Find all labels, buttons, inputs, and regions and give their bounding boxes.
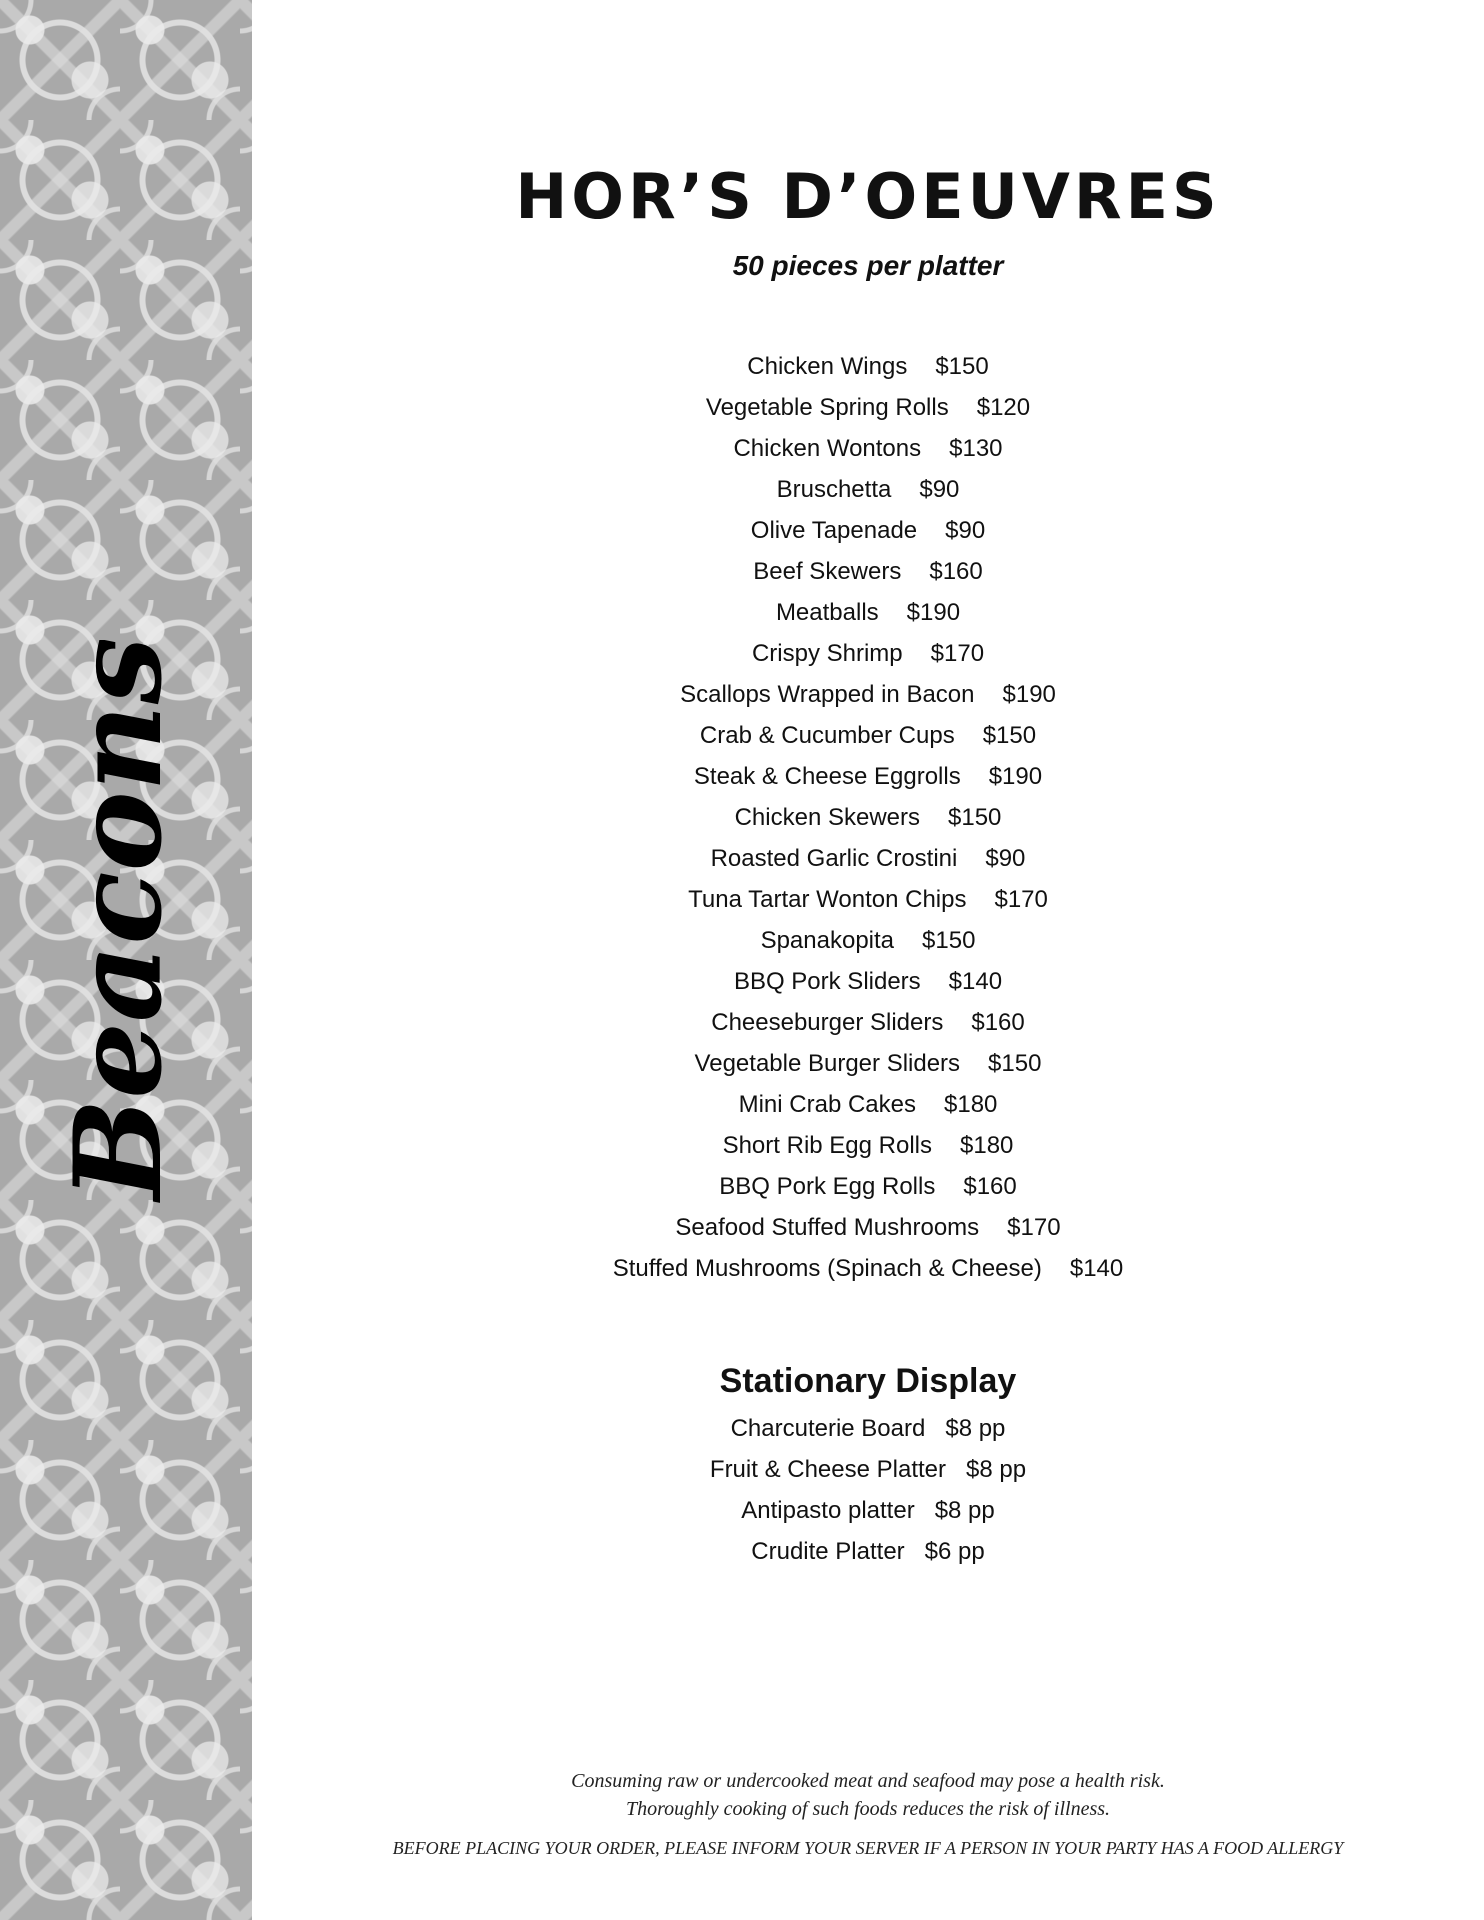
menu-item-price: $180 <box>944 1091 998 1118</box>
menu-item <box>252 797 1484 838</box>
page-title: HOR’S D’OEUVRES <box>515 160 1221 233</box>
menu-item <box>252 920 1484 961</box>
menu-item-name: Charcuterie Board <box>730 1415 926 1442</box>
menu-item-price: $8 pp <box>945 1415 1006 1442</box>
menu-item <box>252 1207 1484 1248</box>
menu-item-name: Olive Tapenade <box>750 517 918 544</box>
menu-item <box>252 1166 1484 1207</box>
menu-item-name: Vegetable Burger Sliders <box>694 1050 961 1077</box>
menu-item <box>252 592 1484 633</box>
menu-item <box>252 879 1484 920</box>
menu-item-price: $90 <box>985 845 1026 872</box>
hors-doeuvres-list <box>252 346 1484 1289</box>
menu-item-price: $180 <box>960 1132 1014 1159</box>
menu-item-price: $190 <box>906 599 961 626</box>
menu-item-price: $170 <box>1007 1214 1061 1241</box>
menu-item <box>252 715 1484 756</box>
menu-item-name: Vegetable Spring Rolls <box>705 394 949 421</box>
menu-item-price: $170 <box>994 886 1048 913</box>
menu-item-name: Chicken Wings <box>747 353 908 380</box>
menu-item-name: Bruschetta <box>776 476 892 503</box>
menu-item-name: Fruit & Cheese Platter <box>709 1456 947 1483</box>
menu-item <box>252 387 1484 428</box>
menu-item <box>252 1531 1484 1572</box>
menu-item-price: $90 <box>945 517 986 544</box>
menu-item-name: Meatballs <box>775 599 879 626</box>
stationary-display-title: Stationary Display <box>719 1362 1017 1400</box>
menu-item-name: Stuffed Mushrooms (Spinach & Cheese) <box>612 1255 1042 1282</box>
menu-item-name: Spanakopita <box>760 927 895 954</box>
menu-item-price: $150 <box>935 353 989 380</box>
menu-item-name: Cheeseburger Sliders <box>711 1009 944 1036</box>
menu-item <box>252 428 1484 469</box>
health-notice-line-1: Consuming raw or undercooked meat and seafood may pose a health risk. <box>571 1770 1165 1792</box>
menu-item-price: $8 pp <box>966 1456 1027 1483</box>
menu-item-price: $150 <box>988 1050 1042 1077</box>
menu-item-name: Steak & Cheese Eggrolls <box>693 763 961 790</box>
menu-item <box>252 756 1484 797</box>
menu-item <box>252 1002 1484 1043</box>
menu-item <box>252 1125 1484 1166</box>
menu-item <box>252 1248 1484 1289</box>
brand-logo-text: Beacons <box>48 640 189 1200</box>
menu-item-price: $120 <box>976 394 1031 421</box>
menu-item-name: Beef Skewers <box>753 558 902 585</box>
menu-item-price: $170 <box>930 640 985 667</box>
menu-item-price: $140 <box>948 968 1003 995</box>
menu-item-price: $160 <box>929 558 983 585</box>
menu-item-price: $190 <box>1002 681 1056 708</box>
allergy-notice: BEFORE PLACING YOUR ORDER, PLEASE INFORM YOUR SERVER IF A PERSON IN YOUR PARTY HAS A FOOD ALLERGY <box>392 1838 1344 1858</box>
menu-item <box>252 961 1484 1002</box>
menu-item-name: Chicken Skewers <box>734 804 920 831</box>
decorative-sidebar <box>0 0 252 1920</box>
menu-item <box>252 633 1484 674</box>
menu-item-price: $90 <box>919 476 960 503</box>
menu-item-name: BBQ Pork Sliders <box>733 968 921 995</box>
menu-item <box>252 1043 1484 1084</box>
menu-item-name: Crudite Platter <box>751 1538 905 1565</box>
menu-item-name: Scallops Wrapped in Bacon <box>680 681 975 708</box>
menu-item-name: Antipasto platter <box>741 1497 915 1524</box>
menu-item <box>252 1084 1484 1125</box>
brand-logo <box>40 640 220 1220</box>
menu-item-name: Chicken Wontons <box>733 435 922 462</box>
menu-item-name: Seafood Stuffed Mushrooms <box>675 1214 980 1241</box>
menu-item <box>252 510 1484 551</box>
menu-item-price: $150 <box>922 927 976 954</box>
menu-item-price: $8 pp <box>934 1497 995 1524</box>
menu-item-price: $140 <box>1069 1255 1124 1282</box>
menu-item-name: Crispy Shrimp <box>751 640 903 667</box>
menu-item-price: $130 <box>949 435 1003 462</box>
stationary-display-list <box>252 1408 1484 1572</box>
menu-item <box>252 469 1484 510</box>
menu-item <box>252 1449 1484 1490</box>
menu-item-price: $160 <box>963 1173 1017 1200</box>
menu-item <box>252 838 1484 879</box>
menu-item-price: $190 <box>988 763 1043 790</box>
menu-item-name: Tuna Tartar Wonton Chips <box>688 886 967 913</box>
menu-item <box>252 346 1484 387</box>
menu-item <box>252 1408 1484 1449</box>
menu-item-price: $160 <box>971 1009 1025 1036</box>
menu-item-name: Short Rib Egg Rolls <box>722 1132 933 1159</box>
menu-item-name: BBQ Pork Egg Rolls <box>719 1173 936 1200</box>
menu-item-name: Roasted Garlic Crostini <box>710 845 958 872</box>
menu-item-price: $150 <box>948 804 1002 831</box>
menu-item <box>252 1490 1484 1531</box>
health-notice-line-2: Thoroughly cooking of such foods reduces the risk of illness. <box>625 1798 1111 1820</box>
menu-item-price: $6 pp <box>924 1538 985 1565</box>
menu-item <box>252 674 1484 715</box>
menu-item <box>252 551 1484 592</box>
page-subtitle: 50 pieces per platter <box>732 250 1004 281</box>
menu-item-name: Mini Crab Cakes <box>738 1091 916 1118</box>
menu-item-price: $150 <box>982 722 1037 749</box>
menu-item-name: Crab & Cucumber Cups <box>699 722 955 749</box>
